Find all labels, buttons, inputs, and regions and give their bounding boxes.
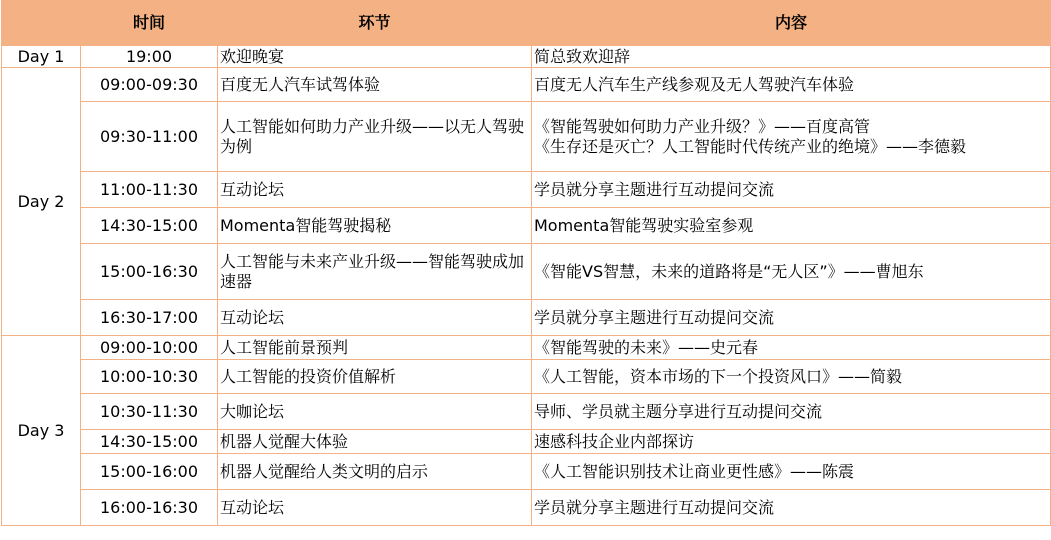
content-line: 简总致欢迎辞 [534, 46, 631, 66]
schedule-table [1, 0, 1051, 526]
content-line: Momenta智能驾驶实验室参观 [534, 215, 754, 235]
time-cell: 19:00 [81, 46, 218, 68]
session-cell: 人工智能与未来产业升级——智能驾驶成加速器 [218, 244, 532, 300]
content-line: 学员就分享主题进行互动提问交流 [534, 179, 775, 199]
time-cell: 14:30-15:00 [81, 430, 218, 454]
table-row [2, 244, 1051, 300]
content-line: 导师、学员就主题分享进行互动提问交流 [534, 401, 823, 421]
header-content: 内容 [532, 1, 1051, 46]
content-cell [532, 454, 1051, 490]
table-row [2, 46, 1051, 68]
day-label: Day 1 [2, 46, 81, 68]
table-row [2, 360, 1051, 394]
session-cell: 人工智能的投资价值解析 [218, 360, 532, 394]
table-row [2, 300, 1051, 336]
content-cell [532, 102, 1051, 172]
table-row [2, 208, 1051, 244]
content-line: 《智能驾驶如何助力产业升级？》——百度高管 [534, 116, 871, 136]
content-cell [532, 300, 1051, 336]
time-cell: 15:00-16:00 [81, 454, 218, 490]
content-line: 《人工智能，资本市场的下一个投资风口》——简毅 [534, 366, 903, 386]
session-cell: 欢迎晚宴 [218, 46, 532, 68]
session-cell: 互动论坛 [218, 172, 532, 208]
time-cell: 10:00-10:30 [81, 360, 218, 394]
content-cell [532, 208, 1051, 244]
table-row [2, 490, 1051, 526]
schedule-body [2, 46, 1051, 526]
content-cell [532, 172, 1051, 208]
table-row [2, 68, 1051, 102]
content-cell [532, 490, 1051, 526]
session-cell: 人工智能前景预判 [218, 336, 532, 360]
session-cell: 机器人觉醒给人类文明的启示 [218, 454, 532, 490]
session-cell: 百度无人汽车试驾体验 [218, 68, 532, 102]
content-line: 《生存还是灭亡？人工智能时代传统产业的绝境》——李德毅 [534, 136, 967, 156]
time-cell: 15:00-16:30 [81, 244, 218, 300]
day-label: Day 2 [2, 68, 81, 336]
time-cell: 09:00-09:30 [81, 68, 218, 102]
content-cell [532, 244, 1051, 300]
table-row [2, 394, 1051, 430]
content-line: 《人工智能识别技术让商业更性感》——陈震 [534, 461, 855, 481]
table-row [2, 102, 1051, 172]
time-cell: 16:00-16:30 [81, 490, 218, 526]
session-cell: 机器人觉醒大体验 [218, 430, 532, 454]
table-row [2, 430, 1051, 454]
time-cell: 09:00-10:00 [81, 336, 218, 360]
content-line: 《智能驾驶的未来》——史元春 [534, 337, 759, 357]
content-cell [532, 68, 1051, 102]
time-cell: 10:30-11:30 [81, 394, 218, 430]
table-row [2, 336, 1051, 360]
content-line: 《智能VS智慧，未来的道路将是“无人区”》——曹旭东 [534, 261, 924, 281]
content-cell [532, 336, 1051, 360]
session-cell: 互动论坛 [218, 300, 532, 336]
content-line: 百度无人汽车生产线参观及无人驾驶汽车体验 [534, 74, 855, 94]
header-session: 环节 [218, 1, 532, 46]
header-row [2, 1, 1051, 46]
session-cell: 人工智能如何助力产业升级——以无人驾驶为例 [218, 102, 532, 172]
table-row [2, 172, 1051, 208]
day-label: Day 3 [2, 336, 81, 526]
table-row [2, 454, 1051, 490]
content-cell [532, 46, 1051, 68]
content-line: 速感科技企业内部探访 [534, 431, 695, 451]
content-cell [532, 394, 1051, 430]
header-time: 时间 [81, 1, 218, 46]
header-corner [2, 1, 81, 46]
session-cell: 大咖论坛 [218, 394, 532, 430]
content-cell [532, 430, 1051, 454]
time-cell: 16:30-17:00 [81, 300, 218, 336]
time-cell: 11:00-11:30 [81, 172, 218, 208]
session-cell: Momenta智能驾驶揭秘 [218, 208, 532, 244]
time-cell: 14:30-15:00 [81, 208, 218, 244]
content-line: 学员就分享主题进行互动提问交流 [534, 307, 775, 327]
time-cell: 09:30-11:00 [81, 102, 218, 172]
content-cell [532, 360, 1051, 394]
session-cell: 互动论坛 [218, 490, 532, 526]
content-line: 学员就分享主题进行互动提问交流 [534, 497, 775, 517]
